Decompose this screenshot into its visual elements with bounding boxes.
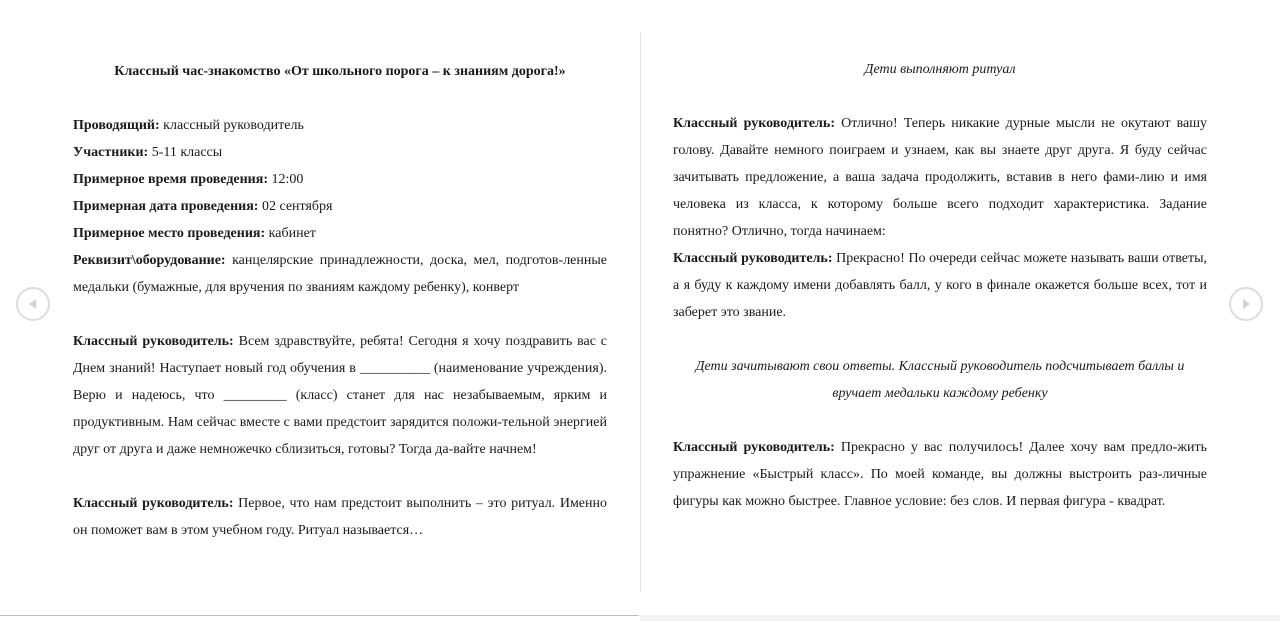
document-title: Классный час-знакомство «От школьного порога – к знаниям дорога!» xyxy=(114,64,566,79)
speaker-label: Классный руководитель: xyxy=(673,116,835,131)
meta-label: Проводящий: xyxy=(73,118,160,133)
meta-line-place xyxy=(73,220,607,247)
meta-value: 02 сентября xyxy=(258,199,333,214)
speaker-label: Классный руководитель: xyxy=(73,334,234,349)
paragraph xyxy=(673,434,1207,515)
meta-value: 5-11 классы xyxy=(148,145,223,160)
meta-value: канцелярские принадлежности, доска, мел, подготов-ленные медальки (бумажные, для вручения по званиям каждому ребенку), конверт xyxy=(73,253,607,295)
paragraph xyxy=(73,490,607,544)
speaker-label: Классный руководитель: xyxy=(673,440,835,455)
speaker-label: Классный руководитель: xyxy=(73,496,234,511)
paragraph-text: Прекрасно! По очереди сейчас можете называть ваши ответы, а я буду к каждому имени добавлять балл, у кого в финале окажется больше всех, тот и заберет это звание. xyxy=(673,251,1207,320)
meta-value: классный руководитель xyxy=(159,118,304,133)
meta-label: Примерное время проведения: xyxy=(73,172,268,187)
stage-direction: Дети выполняют ритуал xyxy=(864,62,1016,77)
meta-value: 12:00 xyxy=(268,172,304,187)
meta-label: Реквизит\оборудование: xyxy=(73,253,226,268)
paragraph xyxy=(673,110,1207,245)
chevron-left-icon xyxy=(26,297,40,311)
paragraph-text: Всем здравствуйте, ребята! Сегодня я хочу поздравить вас с Днем знаний! Наступает новый год обучения в __________ (наименование учреждения). Верю и надеюсь, что _________ (класс) станет для нас незабываемым, ярким и продуктивным. Нам сейчас вместе с вами предстоит зарядится положи-тельной энергией друг от друга и даже немножечко сблизиться, готовы? Тогда да-вайте начнем! xyxy=(73,334,608,457)
meta-line-equipment xyxy=(73,247,607,301)
paragraph-text: Прекрасно у вас получилось! Далее хочу вам предло-жить упражнение «Быстрый класс». По моей команде, вы должны выстроить раз-личные фигуры как можно быстрее. Главное условие: без слов. И первая фигура - квадрат. xyxy=(673,440,1207,509)
prev-page-button[interactable] xyxy=(16,287,50,321)
chevron-right-icon xyxy=(1239,297,1253,311)
right-page xyxy=(673,56,1207,515)
meta-label: Примерное место проведения: xyxy=(73,226,266,241)
paragraph-text: Отлично! Теперь никакие дурные мысли не окутают вашу голову. Давайте немного поиграем и узнаем, как вы знаете друг друга. Я буду сейчас зачитывать предложение, а ваша задача продолжить, вставив в него фами-лию и имя человека из класса, к которому больше всего подходит характеристика. Задание понятно? Отлично, тогда начинаем: xyxy=(673,116,1207,239)
meta-line-time xyxy=(73,166,607,193)
paragraph xyxy=(73,328,607,463)
meta-value: кабинет xyxy=(265,226,316,241)
meta-label: Участники: xyxy=(73,145,149,160)
meta-line-participants xyxy=(73,139,607,166)
next-page-button[interactable] xyxy=(1229,287,1263,321)
meta-line-host xyxy=(73,112,607,139)
left-page xyxy=(73,58,607,544)
next-page-edge-right xyxy=(640,615,1280,621)
meta-label: Примерная дата проведения: xyxy=(73,199,259,214)
stage-direction: Дети зачитывают свои ответы. Классный руководитель подсчитывает баллы и вручает медальки каждому ребенку xyxy=(695,359,1185,401)
meta-line-date xyxy=(73,193,607,220)
speaker-label: Классный руководитель: xyxy=(673,251,833,266)
paragraph xyxy=(673,245,1207,326)
paragraph-text: Первое, что нам предстоит выполнить – это ритуал. Именно он поможет вам в этом учебном году. Ритуал называется… xyxy=(73,496,608,538)
page-divider xyxy=(640,32,641,592)
